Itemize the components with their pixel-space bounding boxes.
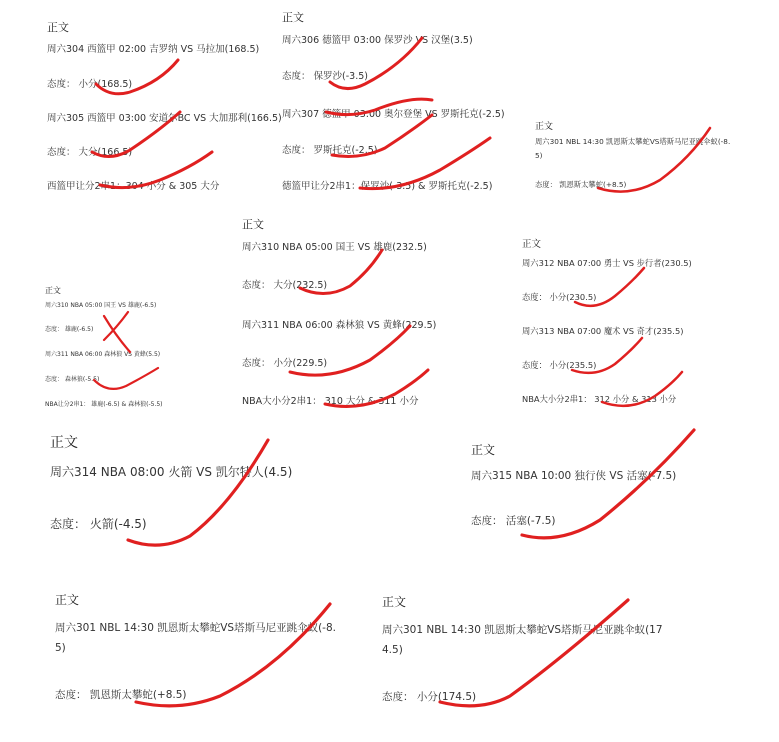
match-line: 周六306 德篮甲 03:00 保罗沙 VS 汉堡(3.5)	[282, 35, 473, 46]
attitude-line: 态度： 大分(232.5)	[242, 280, 328, 291]
match-line: 周六304 西篮甲 02:00 吉罗纳 VS 马拉加(168.5)	[47, 44, 260, 55]
attitude-line: 态度： 小分(235.5)	[522, 360, 597, 370]
match-line-wrap: 5)	[55, 642, 66, 654]
match-line: 周六312 NBA 07:00 勇士 VS 步行者(230.5)	[522, 258, 692, 268]
attitude-line: 态度： 凯恩斯太攀蛇(+8.5)	[55, 689, 187, 701]
card-title: 正文	[242, 218, 264, 231]
parlay-line: NBA让分2串1： 雄鹿(-6.5) & 森林狼(-5.5)	[45, 401, 163, 408]
attitude-line: 态度： 小分(230.5)	[522, 292, 597, 302]
match-line: 周六311 NBA 06:00 森林狼 VS 黄蜂(5.5)	[45, 351, 161, 358]
match-line: 周六301 NBL 14:30 凯恩斯太攀蛇VS塔斯马尼亚跳伞蚁(-8.	[55, 622, 336, 634]
card-title: 正文	[45, 286, 61, 295]
card-title: 正文	[471, 443, 496, 457]
cross-mark	[104, 316, 130, 352]
card-title: 正文	[382, 595, 407, 609]
match-line: 周六301 NBL 14:30 凯恩斯太攀蛇VS塔斯马尼亚跳伞蚁(-8.	[535, 137, 731, 146]
parlay-line: 德篮甲让分2串1：保罗沙(-3.5) & 罗斯托克(-2.5)	[282, 181, 493, 192]
match-line: 周六305 西篮甲 03:00 安道尔BC VS 大加那利(166.5)	[47, 113, 282, 124]
match-line: 周六307 德篮甲 03:00 奥尔登堡 VS 罗斯托克(-2.5)	[282, 109, 505, 120]
cross-mark	[104, 312, 128, 340]
attitude-line: 态度： 保罗沙(-3.5)	[282, 71, 368, 82]
match-line: 周六311 NBA 06:00 森林狼 VS 黄蜂(229.5)	[242, 320, 437, 331]
attitude-line: 态度： 森林狼(-5.5)	[45, 376, 100, 383]
card-title: 正文	[50, 435, 78, 451]
card-title: 正文	[535, 122, 554, 132]
card-title: 正文	[282, 11, 304, 24]
card-title: 正文	[522, 239, 542, 250]
check-mark	[94, 368, 158, 389]
parlay-line: NBA大小分2串1： 312 小分 & 313 小分	[522, 394, 677, 404]
card-title: 正文	[47, 21, 69, 34]
match-line-wrap: 5)	[535, 151, 543, 160]
match-line: 周六301 NBL 14:30 凯恩斯太攀蛇VS塔斯马尼亚跳伞蚁(17	[382, 624, 663, 636]
check-mark	[128, 440, 268, 545]
match-line: 周六310 NBA 05:00 国王 VS 雄鹿(232.5)	[242, 242, 427, 253]
card-title: 正文	[55, 593, 80, 607]
parlay-line: NBA大小分2串1： 310 大分 & 311 小分	[242, 396, 419, 407]
attitude-line: 态度： 大分(166.5)	[47, 147, 133, 158]
match-line: 周六315 NBA 10:00 独行侠 VS 活塞(-7.5)	[471, 470, 677, 482]
attitude-line: 态度： 火箭(-4.5)	[50, 517, 147, 531]
attitude-line: 态度： 小分(174.5)	[382, 691, 477, 703]
attitude-line: 态度： 小分(168.5)	[47, 79, 133, 90]
attitude-line: 态度： 凯恩斯太攀蛇(+8.5)	[535, 180, 627, 189]
attitude-line: 态度： 活塞(-7.5)	[471, 515, 556, 527]
match-line: 周六310 NBA 05:00 国王 VS 雄鹿(-6.5)	[45, 302, 157, 309]
attitude-line: 态度： 雄鹿(-6.5)	[45, 326, 94, 333]
parlay-line: 西篮甲让分2串1：304 小分 & 305 大分	[47, 181, 220, 192]
match-line: 周六314 NBA 08:00 火箭 VS 凯尔特人(4.5)	[50, 465, 293, 479]
attitude-line: 态度： 罗斯托克(-2.5)	[282, 145, 378, 156]
match-line: 周六313 NBA 07:00 魔术 VS 奇才(235.5)	[522, 326, 684, 336]
attitude-line: 态度： 小分(229.5)	[242, 358, 328, 369]
match-line-wrap: 4.5)	[382, 644, 403, 656]
